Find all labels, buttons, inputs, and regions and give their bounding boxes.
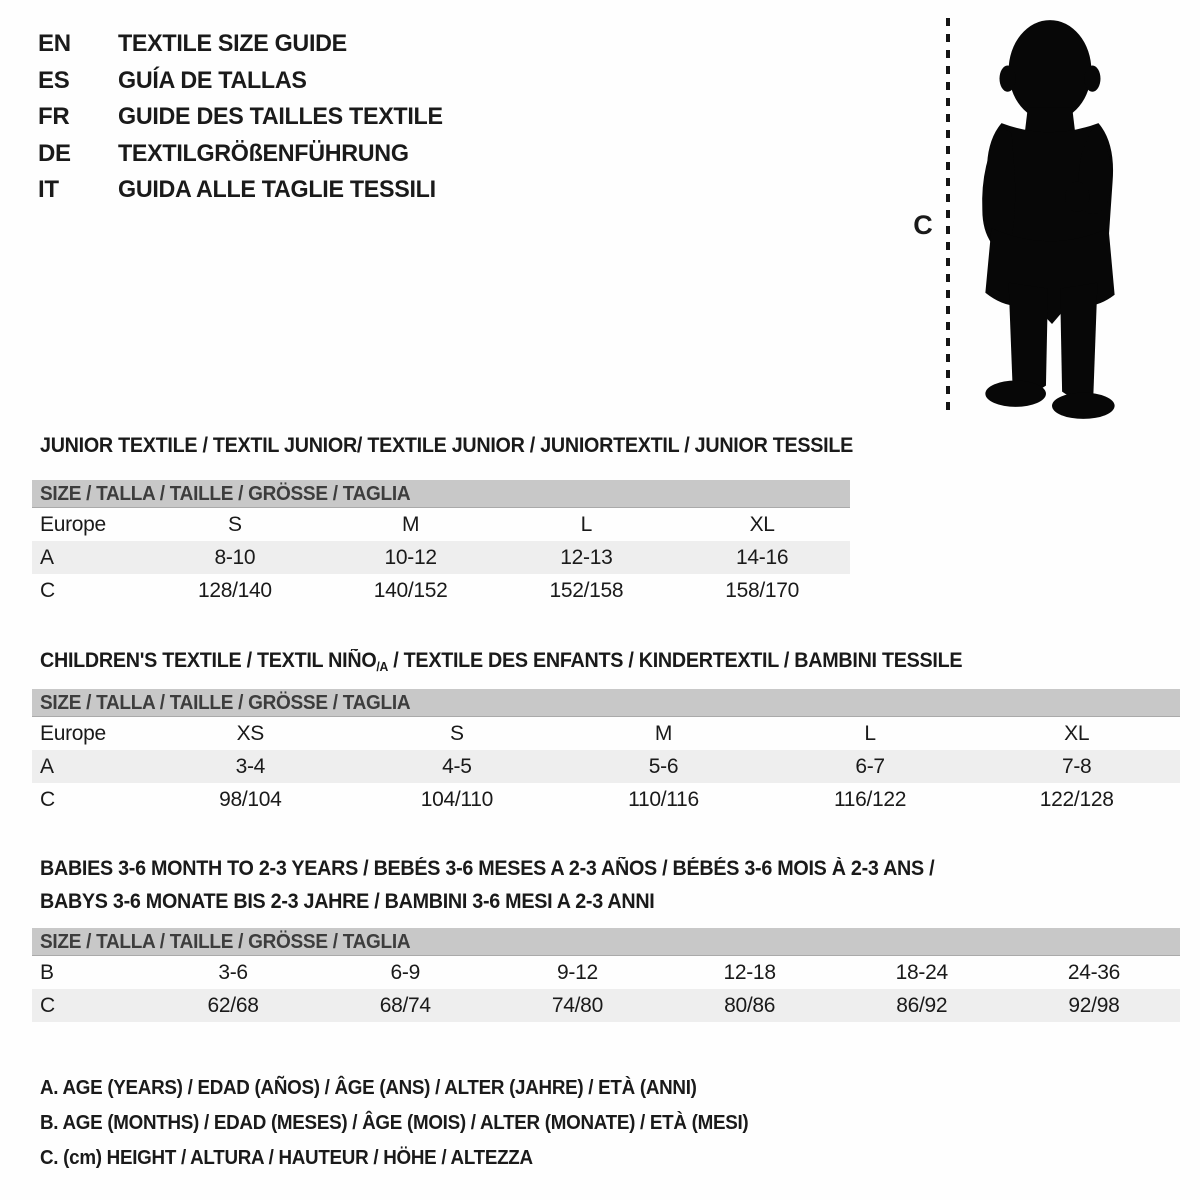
value-cell: 80/86 [724,994,776,1017]
value-cell: 8-10 [214,546,256,569]
size-header-label: SIZE / TALLA / TAILLE / GRÖSSE / TAGLIA [40,692,411,714]
children-section-title [40,644,962,683]
value-cell: 12-18 [723,961,776,984]
language-title: TEXTILE SIZE GUIDE [118,30,347,57]
value-cell: 5-6 [648,755,679,778]
size-cell: S [450,722,464,745]
row-label: Europe [40,722,106,745]
row-label: B [40,961,54,984]
size-cell: XS [236,722,264,745]
size-cell: L [580,513,593,536]
height-measure-label: C [913,210,933,240]
table-row-age [32,750,1180,783]
value-cell: 86/92 [896,994,948,1017]
children-title-part: / TEXTILE DES ENFANTS / KINDERTEXTIL / BAMBINI TESSILE [388,649,963,672]
language-code: IT [38,176,59,203]
table-row-months [32,956,1180,989]
table-row-height [32,783,1180,816]
size-header-bar [32,689,1180,717]
row-label: C [40,579,55,602]
value-cell: 68/74 [379,994,431,1017]
language-code: ES [38,66,70,94]
legend-line-b: B. AGE (MONTHS) / EDAD (MESES) / ÂGE (MOIS) / ALTER (MONATE) / ETÀ (MESI) [40,1112,749,1134]
language-row-es [38,63,453,100]
value-cell: 3-6 [218,961,248,984]
value-cell: 62/68 [207,994,259,1017]
size-header-label: SIZE / TALLA / TAILLE / GRÖSSE / TAGLIA [40,483,411,505]
language-list [38,26,453,209]
size-header-bar [32,480,850,508]
size-cell: XL [1064,722,1090,745]
value-cell: 158/170 [725,579,800,602]
babies-size-table [32,928,1180,1022]
table-row-height [32,989,1180,1022]
legend-line-c: C. (cm) HEIGHT / ALTURA / HAUTEUR / HÖHE / ALTEZZA [40,1147,533,1169]
value-cell: 24-36 [1067,961,1121,984]
legend-line-a: A. AGE (YEARS) / EDAD (AÑOS) / ÂGE (ANS) / ALTER (JAHRE) / ETÀ (ANNI) [40,1077,697,1099]
language-row-de [38,136,453,173]
table-row-europe [32,717,1180,750]
size-cell: M [402,513,420,536]
value-cell: 7-8 [1061,755,1092,778]
toddler-silhouette-icon [960,12,1142,426]
size-cell: S [228,513,242,536]
value-cell: 152/158 [549,579,624,602]
junior-size-table [32,480,850,607]
value-cell: 98/104 [219,788,282,811]
size-header-bar [32,928,1180,956]
size-cell: L [864,722,876,745]
value-cell: 6-9 [390,961,420,984]
table-row-europe [32,508,850,541]
height-dashed-line [946,18,950,416]
value-cell: 18-24 [895,961,948,984]
value-cell: 122/128 [1039,788,1114,811]
value-cell: 128/140 [197,579,272,602]
babies-section-title [40,852,934,918]
value-cell: 3-4 [235,755,266,778]
language-row-it [38,172,453,209]
value-cell: 12-13 [560,546,613,569]
table-row-height [32,574,850,607]
babies-title-line1: BABIES 3-6 MONTH TO 2-3 YEARS / BEBÉS 3-6 MESES A 2-3 AÑOS / BÉBÉS 3-6 MOIS À 2-3 ANS / [40,857,935,880]
table-row-age [32,541,850,574]
row-label: A [40,755,54,778]
value-cell: 140/152 [373,579,448,602]
children-title-part: CHILDREN'S TEXTILE / TEXTIL NIÑO [40,649,377,672]
row-label: A [40,546,54,569]
language-code: DE [38,139,71,167]
value-cell: 92/98 [1068,994,1120,1017]
value-cell: 74/80 [551,994,603,1017]
language-title: GUÍA DE TALLAS [118,66,307,94]
junior-section-title: JUNIOR TEXTILE / TEXTIL JUNIOR/ TEXTILE JUNIOR / JUNIORTEXTIL / JUNIOR TESSILE [40,434,854,457]
size-header-label: SIZE / TALLA / TAILLE / GRÖSSE / TAGLIA [40,931,411,953]
size-cell: XL [749,513,775,536]
legend [40,1071,794,1176]
value-cell: 9-12 [557,961,598,984]
row-label: C [40,788,55,811]
language-title: GUIDA ALLE TAGLIE TESSILI [118,176,436,203]
size-cell: M [654,722,673,745]
value-cell: 6-7 [855,755,885,778]
value-cell: 4-5 [442,755,472,778]
language-row-fr [38,99,453,136]
language-title: GUIDE DES TAILLES TEXTILE [118,103,443,130]
value-cell: 10-12 [384,546,437,569]
language-code: FR [38,103,70,130]
babies-title-line2: BABYS 3-6 MONATE BIS 2-3 JAHRE / BAMBINI 3-6 MESI A 2-3 ANNI [40,890,655,913]
language-title: TEXTILGRÖßENFÜHRUNG [118,139,409,167]
children-size-table [32,689,1180,816]
language-row-en [38,26,453,63]
children-title-subscript: /A [376,659,389,674]
value-cell: 116/122 [833,788,907,811]
value-cell: 110/116 [628,788,699,811]
value-cell: 104/110 [420,788,494,811]
row-label: C [40,994,55,1017]
language-code: EN [38,30,71,57]
value-cell: 14-16 [736,546,789,569]
row-label: Europe [40,513,106,536]
